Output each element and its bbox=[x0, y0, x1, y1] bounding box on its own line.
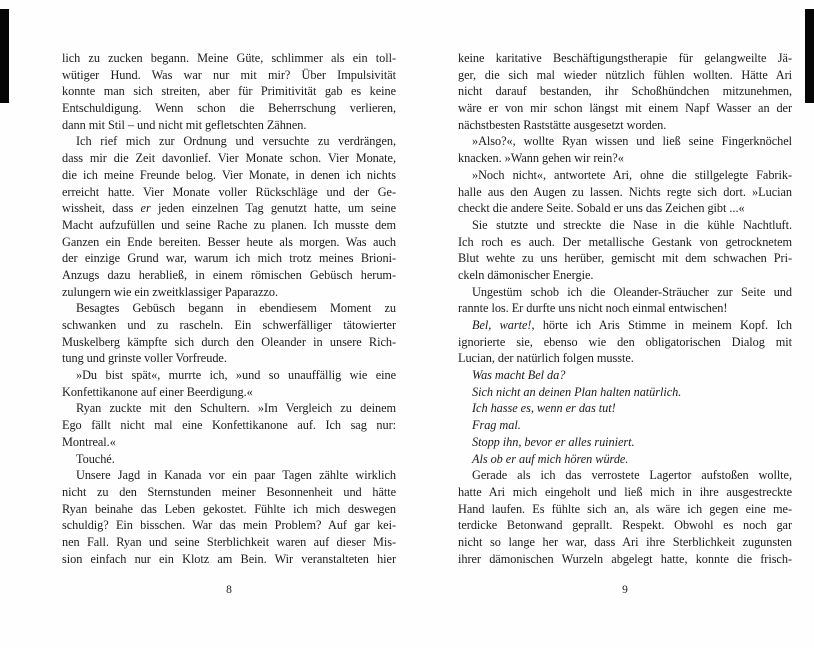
text-line bbox=[62, 267, 396, 284]
text-segment: Konfettikanone auf einer Beerdigung.« bbox=[62, 384, 253, 399]
page-text-left bbox=[62, 50, 396, 567]
text-line bbox=[62, 517, 396, 534]
text-line bbox=[62, 501, 396, 518]
page-right bbox=[458, 0, 792, 648]
text-segment: ignorierte sie, ebenso wie den obligatorischen Dialog mit bbox=[458, 334, 792, 349]
text-segment: »Noch nicht«, antwortete Ari, ohne die stillgelegte Fabrik- bbox=[472, 167, 792, 182]
text-line bbox=[458, 417, 792, 434]
book-cover-edge-left bbox=[0, 9, 9, 103]
text-segment: knacken. »Wann gehen wir rein?« bbox=[458, 151, 624, 166]
text-line bbox=[458, 100, 792, 117]
text-segment: Ich rief mich zur Ordnung und versuchte zu verdrängen, bbox=[76, 134, 396, 149]
text-line bbox=[458, 451, 792, 468]
text-segment: Sie stutzte und streckte die Nase in die kühle Nachtluft. bbox=[472, 217, 792, 232]
text-segment: Stopp ihn, bevor er alles ruiniert. bbox=[472, 434, 635, 449]
text-segment: »Also?«, wollte Ryan wissen und ließ seine Fingerknöchel bbox=[472, 134, 792, 149]
text-segment: konnte man sich streiten, aber für Primitivität gab es keine bbox=[62, 84, 396, 99]
text-segment: wäre er von mir schon längst mit einem Napf Wasser an der bbox=[458, 101, 792, 116]
text-segment: dass mir die Zeit davonlief. Vier Monate schon. Vier Monate, bbox=[62, 151, 396, 166]
text-line bbox=[62, 117, 396, 134]
text-segment-italic: Bel, warte! bbox=[472, 318, 532, 332]
text-segment: keine karitative Beschäftigungstherapie für gelangweilte Jä- bbox=[458, 51, 792, 65]
text-segment: dann mit Stil – und nicht mit gefletschten Zähnen. bbox=[62, 117, 307, 132]
text-line bbox=[458, 184, 792, 201]
text-line bbox=[458, 83, 792, 100]
text-line bbox=[62, 200, 396, 217]
text-line bbox=[62, 551, 396, 568]
text-segment: nen Fall. Ryan und seine Sterblichkeit waren auf dieser Mis- bbox=[62, 534, 396, 549]
text-line bbox=[62, 384, 396, 401]
text-line bbox=[62, 534, 396, 551]
text-segment: Ungestüm schob ich die Oleander-Sträucher zur Seite und bbox=[472, 284, 792, 299]
page-number-left: 8 bbox=[226, 584, 232, 596]
text-line bbox=[458, 434, 792, 451]
text-segment: , hörte ich Aris Stimme in meinem Kopf. Ich bbox=[531, 318, 792, 332]
text-line bbox=[458, 67, 792, 84]
text-line bbox=[62, 300, 396, 317]
text-line bbox=[458, 350, 792, 367]
text-line bbox=[458, 200, 792, 217]
text-line bbox=[458, 334, 792, 351]
text-segment-italic: er bbox=[140, 201, 151, 216]
text-segment: »Du bist spät«, murrte ich, »und so unauffällig wie eine bbox=[76, 368, 396, 383]
text-segment: Touché. bbox=[76, 451, 115, 466]
text-line bbox=[458, 150, 792, 167]
text-line bbox=[62, 100, 396, 117]
text-line bbox=[62, 434, 396, 451]
page-text-right bbox=[458, 50, 792, 567]
text-line bbox=[458, 167, 792, 184]
text-line bbox=[62, 417, 396, 434]
text-line bbox=[62, 334, 396, 351]
text-line bbox=[62, 451, 396, 468]
text-line bbox=[458, 400, 792, 417]
text-segment: nächstbesten Raststätte ausgesetzt worden. bbox=[458, 117, 667, 132]
text-line bbox=[62, 234, 396, 251]
text-line bbox=[62, 83, 396, 100]
text-line bbox=[62, 367, 396, 384]
text-segment: rannte los. Er durfte uns nicht noch einmal entwischen! bbox=[458, 301, 728, 316]
text-segment: lich zu zucken begann. Meine Güte, schlimmer als ein toll- bbox=[62, 51, 396, 65]
text-line bbox=[62, 284, 396, 301]
text-line bbox=[458, 367, 792, 384]
text-segment: terdicke Betonwand geprallt. Respekt. Obwohl es noch gar bbox=[458, 518, 792, 533]
text-segment: ger, die sich mal wieder nützlich fühlen wollten. Hätte Ari bbox=[458, 67, 792, 82]
text-line bbox=[62, 150, 396, 167]
text-segment: Ich roch es auch. Der metallische Gestank von getrocknetem bbox=[458, 234, 792, 249]
text-line bbox=[458, 384, 792, 401]
text-segment: tung und grinste voller Vorfreude. bbox=[62, 351, 227, 366]
text-segment: Ego fällt nicht mal eine Konfettikanone auf. Ich sag nur: bbox=[62, 418, 396, 433]
text-line bbox=[62, 317, 396, 334]
text-segment: hatte Ari mich eingeholt und ließ mich in ihre ausgestreckte bbox=[458, 484, 792, 499]
text-line bbox=[62, 167, 396, 184]
text-segment: nicht zu den Sternstunden meiner Besonnenheit und hätte bbox=[62, 484, 396, 499]
text-segment: ckeln dämonischer Energie. bbox=[458, 267, 594, 282]
text-segment: Montreal.« bbox=[62, 434, 116, 449]
text-line bbox=[62, 350, 396, 367]
text-segment: Ryan beinahe das Leben gekostet. Fühlte ich mich deswegen bbox=[62, 501, 396, 516]
text-segment: ihrer dämonischen Wurzeln abgelegt hatte, konnte die frisch- bbox=[458, 551, 792, 566]
text-segment: erreicht hatte. Vier Monate voller Rückschläge und der Ge- bbox=[62, 184, 396, 199]
text-segment: Lucian, der natürlich folgen musste. bbox=[458, 351, 634, 366]
text-line bbox=[62, 484, 396, 501]
text-segment: Macht aufzufüllen und seine Rache zu planen. Ich musste dem bbox=[62, 217, 396, 232]
text-segment: Anzugs dazu herabließ, in einem römischen Gebüsch herum- bbox=[62, 267, 396, 282]
text-line bbox=[62, 67, 396, 84]
text-segment: Muskelberg kämpfte sich durch den Oleander in unsere Rich- bbox=[62, 334, 396, 349]
text-segment: Frag mal. bbox=[472, 418, 521, 433]
text-line bbox=[458, 267, 792, 284]
text-segment: wütiger Hund. Was war nur mit mir? Über Impulsivität bbox=[62, 67, 396, 82]
text-segment: Hand laufen. Es fühlte sich an, als wäre ich gegen eine me- bbox=[458, 501, 792, 516]
page-left bbox=[62, 0, 396, 648]
text-segment: Besagtes Gebüsch begann in ebendiesem Moment zu bbox=[76, 301, 396, 316]
text-line bbox=[458, 234, 792, 251]
text-segment: Entschuldigung. Wenn schon die Beherrschung verlieren, bbox=[62, 101, 396, 116]
text-line bbox=[458, 467, 792, 484]
text-line bbox=[458, 300, 792, 317]
text-segment: der einzige Grund war, warum ich mich trotz meines Brioni- bbox=[62, 251, 396, 266]
text-segment: Was macht Bel da? bbox=[472, 368, 566, 383]
text-line bbox=[62, 133, 396, 150]
text-segment: wissheit, dass bbox=[62, 201, 141, 216]
text-line bbox=[62, 467, 396, 484]
text-segment: Gerade als ich das verrostete Lagertor aufstoßen wollte, bbox=[472, 468, 792, 483]
text-segment: Ganzen ein Ende bereiten. Besser heute als morgen. Was auch bbox=[62, 234, 396, 249]
text-segment: Sich nicht an deinen Plan halten natürlich. bbox=[472, 384, 682, 399]
text-line bbox=[458, 517, 792, 534]
text-line bbox=[458, 501, 792, 518]
text-segment: halle aus den Augen zu lassen. Nichts regte sich dort. »Lucian bbox=[458, 184, 792, 199]
text-line bbox=[458, 250, 792, 267]
text-line bbox=[458, 117, 792, 134]
text-segment: Ich hasse es, wenn er das tut! bbox=[472, 401, 616, 416]
text-line bbox=[458, 484, 792, 501]
text-segment: zulungern wie ein zweitklassiger Paparazzo. bbox=[62, 284, 279, 299]
text-segment: checkt die andere Seite. Sobald er uns das Zeichen gibt ...« bbox=[458, 201, 745, 216]
text-line bbox=[62, 50, 396, 67]
text-segment: Ryan zuckte mit den Schultern. »Im Vergleich zu deinem bbox=[76, 401, 396, 416]
text-segment: nicht so lange her war, dass Ari ihre Sterblichkeit zugunsten bbox=[458, 534, 792, 549]
text-segment: Als ob er auf mich hören würde. bbox=[472, 451, 629, 466]
text-line bbox=[62, 184, 396, 201]
book-cover-edge-right bbox=[805, 9, 814, 103]
text-segment: Blut wehte zu uns herüber, gemischt mit dem schwachen Pri- bbox=[458, 251, 792, 266]
text-segment: sion einfach nur ein Klotz am Bein. Wir veranstalteten hier bbox=[62, 551, 396, 566]
text-segment: Unsere Jagd in Kanada vor ein paar Tagen zählte wirklich bbox=[76, 468, 396, 483]
text-line bbox=[62, 250, 396, 267]
text-line bbox=[62, 217, 396, 234]
text-line bbox=[62, 400, 396, 417]
text-line bbox=[458, 50, 792, 67]
text-line bbox=[458, 317, 792, 334]
text-segment: schwanken und zu rascheln. Ein schwerfälliger tätowierter bbox=[62, 318, 396, 332]
text-segment: nicht darauf bestanden, ihr Schoßhündchen mitzunehmen, bbox=[458, 84, 792, 99]
text-line bbox=[458, 551, 792, 568]
page-number-right: 9 bbox=[622, 584, 628, 596]
text-line bbox=[458, 217, 792, 234]
text-segment: die ich meine Freunde belog. Vier Monate, in denen ich nichts bbox=[62, 167, 396, 182]
text-segment: jeden einzelnen Tag genutzt hatte, um seine bbox=[150, 201, 396, 216]
text-line bbox=[458, 133, 792, 150]
text-segment: schuldig? Ein bisschen. War das mein Problem? Auf gar kei- bbox=[62, 518, 396, 533]
text-line bbox=[458, 284, 792, 301]
text-line bbox=[458, 534, 792, 551]
